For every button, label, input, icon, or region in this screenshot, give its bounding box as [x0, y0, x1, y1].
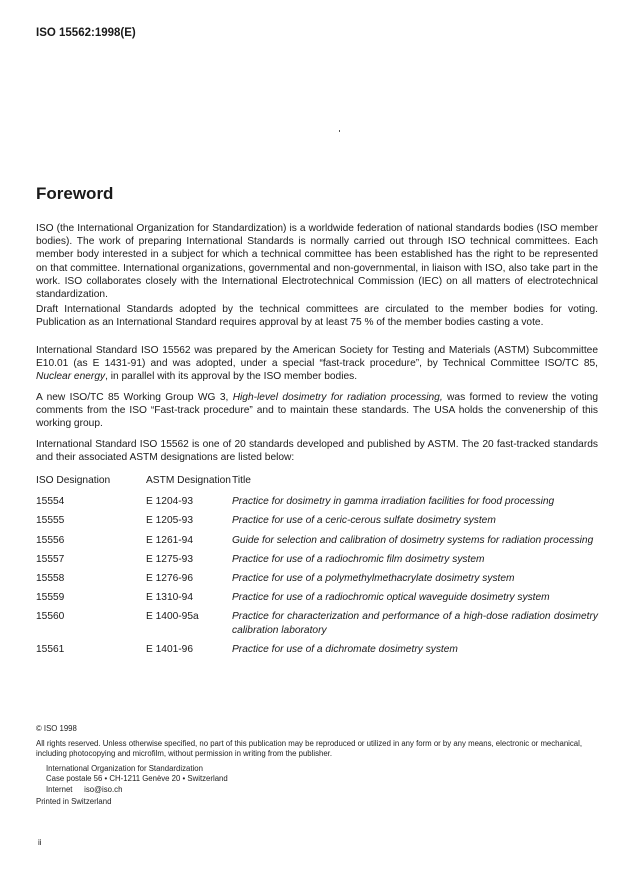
scan-artifact	[339, 130, 340, 132]
astm-designation: E 1401-96	[146, 643, 194, 655]
table-row	[36, 643, 598, 656]
astm-designation: E 1261-94	[146, 534, 194, 546]
committee-name: Nuclear energy	[36, 371, 106, 383]
copyright-notice: © ISO 1998	[36, 724, 77, 733]
column-header-astm: ASTM Designation	[146, 475, 231, 486]
table-header-row	[36, 474, 598, 487]
standard-title: Practice for characterization and performance of a high-dose radiation dosimetry calibration laboratory	[232, 611, 598, 636]
table-row	[36, 572, 598, 585]
table-row	[36, 534, 598, 547]
astm-designation: E 1276-96	[146, 573, 194, 585]
standard-title: Practice for use of a ceric-cerous sulfate dosimetry system	[232, 515, 496, 527]
table-row	[36, 591, 598, 604]
astm-designation: E 1204-93	[146, 496, 194, 508]
column-header-title: Title	[232, 475, 251, 486]
publisher-name: International Organization for Standardization	[46, 763, 203, 773]
astm-designation: E 1205-93	[146, 515, 194, 527]
publisher-address	[36, 764, 606, 796]
iso-designation: 15556	[36, 534, 65, 546]
text-run: , in parallel with its approval by the ISO member bodies.	[105, 371, 358, 383]
printed-location: Printed in Switzerland	[36, 797, 112, 806]
postal-address: Case postale 56 • CH-1211 Genève 20 • Switzerland	[46, 774, 228, 783]
astm-designation: E 1400-95a	[146, 611, 199, 623]
astm-designation: E 1275-93	[146, 553, 194, 565]
table-row	[36, 514, 598, 527]
paragraph-draft-standards: Draft International Standards adopted by the technical committees are circulated to the member bodies for voting. Publication as an International Standard requires approval by at least 75 % of the member bodies casting a vote.	[36, 304, 598, 329]
paragraph-working-group	[36, 391, 598, 431]
text-run: A new ISO/TC 85 Working Group WG 3,	[36, 392, 233, 403]
iso-designation: 15557	[36, 553, 65, 565]
table-row	[36, 495, 598, 508]
section-title: Foreword	[36, 184, 114, 203]
table-row	[36, 610, 598, 636]
document-id-header: ISO 15562:1998(E)	[36, 27, 136, 39]
copyright-footer	[36, 724, 606, 808]
internet-contact	[46, 785, 606, 796]
iso-designation: 15561	[36, 643, 65, 655]
iso-designation: 15558	[36, 573, 65, 585]
astm-designation: E 1310-94	[146, 592, 194, 604]
standard-title: Practice for use of a radiochromic optical waveguide dosimetry system	[232, 592, 550, 604]
rights-statement: All rights reserved. Unless otherwise specified, no part of this publication may be reproduced or utilized in any form or by any means, electronic or mechanical, including photocopying and microfilm, without permission in writing from the publisher.	[36, 738, 583, 758]
text-run: was formed to review the voting comments from the ISO “Fast-track procedure” and to maintain these standards. The USA holds the convenership of this working group.	[36, 392, 598, 430]
iso-designation: 15560	[36, 611, 65, 623]
designations-table	[36, 474, 598, 662]
page-number: ii	[38, 838, 42, 847]
paragraph-iso-overview: ISO (the International Organization for Standardization) is a worldwide federation of national standards bodies (ISO member bodies). The work of preparing International Standards is normally carried out through ISO technical committees. Each member body interested in a subject for which a technical committee has been established has the right to be represented on that committee. International organizations, governmental and non-governmental, in liaison with ISO, also take part in the work. ISO collaborates closely with the International Electrotechnical Commission (IEC) on all matters of electrotechnical standardization.	[36, 223, 598, 301]
text-run: International Standard ISO 15562 was prepared by the American Society for Testing and Materials (ASTM) Subcommittee E10.01 (as E 1431-91) and was adopted, under a special “fast-track procedure”, by Technical Committee ISO/TC 85,	[36, 345, 598, 370]
iso-designation: 15559	[36, 592, 65, 604]
standard-title: Practice for use of a dichromate dosimetry system	[232, 643, 458, 655]
table-row	[36, 553, 598, 566]
standard-title: Practice for use of a radiochromic film dosimetry system	[232, 553, 485, 565]
iso-designation: 15555	[36, 515, 65, 527]
standard-title: Practice for dosimetry in gamma irradiation facilities for food processing	[232, 496, 555, 508]
working-group-name: High-level dosimetry for radiation processing,	[232, 392, 443, 403]
column-header-iso: ISO Designation	[36, 475, 111, 486]
paragraph-preparation	[36, 344, 598, 384]
standard-title: Guide for selection and calibration of dosimetry systems for radiation processing	[232, 534, 594, 546]
email-address: iso@iso.ch	[84, 784, 123, 794]
standard-title: Practice for use of a polymethylmethacrylate dosimetry system	[232, 573, 515, 585]
paragraph-standards-list-intro: International Standard ISO 15562 is one of 20 standards developed and published by ASTM. The 20 fast-tracked standards and their associated ASTM designations are listed below:	[36, 439, 598, 464]
internet-label: Internet	[46, 784, 73, 794]
iso-designation: 15554	[36, 496, 65, 508]
